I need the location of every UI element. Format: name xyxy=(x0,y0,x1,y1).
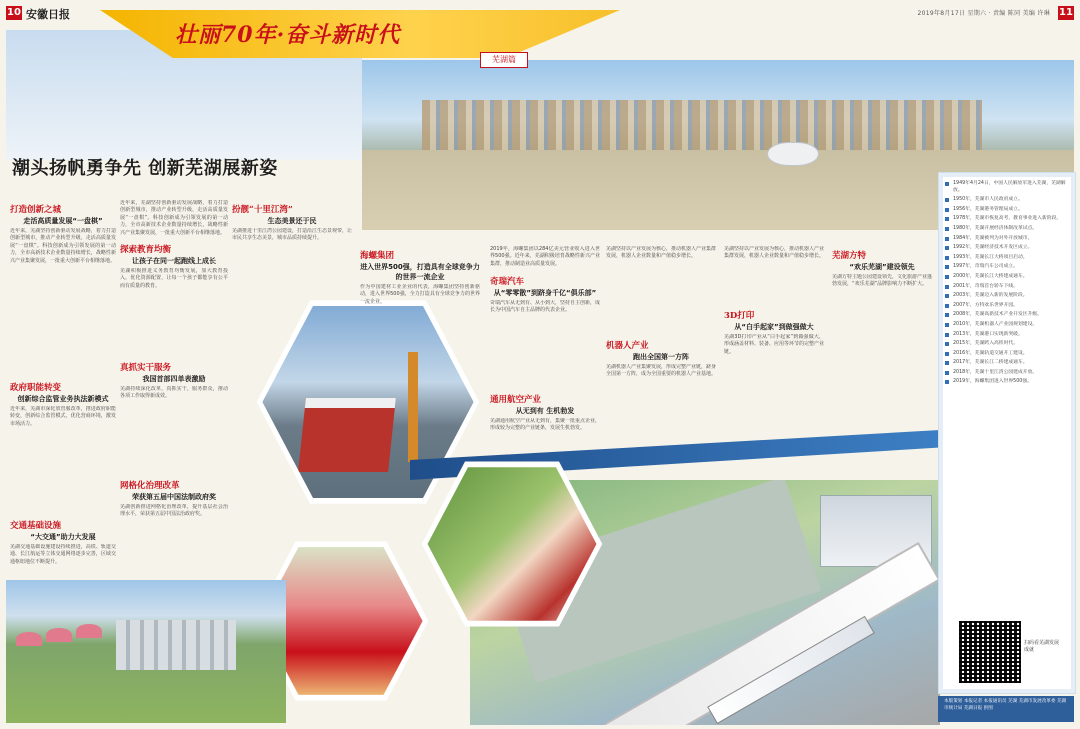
column-4 xyxy=(360,246,480,344)
article-text: 芜湖3D打印产业从“白手起家”到做强做大，形成涵盖材料、装备、应用等环节的完整产业链。 xyxy=(724,334,824,355)
stadium xyxy=(767,142,819,166)
timeline-item: 2016年，芜湖轨道交通开工建设。 xyxy=(953,351,1069,358)
main-headline: 潮头扬帆勇争先 创新芜湖展新姿 xyxy=(12,158,278,179)
timeline-item: 2000年，芜湖长江大桥建成通车。 xyxy=(953,274,1069,281)
ship-hull xyxy=(298,398,396,472)
section-heading: 真抓实干服务 xyxy=(120,363,172,373)
timeline-item: 2003年，芜湖迈入新的发展阶段。 xyxy=(953,293,1069,300)
article-text: 芜湖创新推进网格化治理改革，提升基层社会治理水平，荣获第五届中国法治政府奖。 xyxy=(120,504,228,518)
timeline-item: 1984年，芜湖被列为对外开放城市。 xyxy=(953,236,1069,243)
timeline-list xyxy=(939,181,1075,386)
section-subheading: “欢乐芜湖”建设领先 xyxy=(849,263,915,271)
article-text: 芜湖方特主题公园建设领先，文化旅游产业蓬勃发展，“欢乐芜湖”品牌影响力不断扩大。 xyxy=(832,274,932,288)
dome xyxy=(46,628,72,642)
section-tag: 芜湖篇 xyxy=(480,52,528,68)
column-4b xyxy=(490,246,600,458)
column-5 xyxy=(606,246,716,434)
section-heading: 海螺集团 xyxy=(360,251,395,261)
section-heading: 芜湖方特 xyxy=(832,251,867,261)
section-heading: 机器人产业 xyxy=(606,341,649,351)
section-subheading: 我国首部四单表激励 xyxy=(142,375,206,383)
timeline-panel xyxy=(938,172,1076,694)
timeline-item: 1980年，芜湖开展经济体制改革试点。 xyxy=(953,226,1069,233)
qr-code[interactable] xyxy=(956,618,1024,686)
cement-plant xyxy=(116,620,236,670)
page-number-right: 11 xyxy=(1059,7,1073,18)
dome xyxy=(16,632,42,646)
timeline-item: 1950年，芜湖市人民政府成立。 xyxy=(953,197,1069,204)
article-text: 芜湖持续深化改革，真抓实干，服务群众，推动各项工作取得新成效。 xyxy=(120,386,228,400)
timeline-item: 2007年，方特欢乐世界开园。 xyxy=(953,303,1069,310)
timeline-item: 1993年，芜湖长江大桥项目启动。 xyxy=(953,255,1069,262)
section-subheading: 进入世界500强，打造具有全球竞争力的世界一流企业 xyxy=(360,263,480,281)
section-subheading: 走活高质量发展“一盘棋” xyxy=(23,217,103,225)
section-heading: 网格化治理改革 xyxy=(120,481,180,491)
section-heading: 3D打印 xyxy=(724,311,755,321)
paper-name: 安徽日报 xyxy=(26,8,70,21)
article-text: 芜湖机器人产业集聚发展，形成完整产业链，跻身全国第一方阵，成为全国重要的机器人产业基地。 xyxy=(606,364,716,378)
section-subheading: 荣获第五届中国法制政府奖 xyxy=(132,493,216,501)
factory-photo xyxy=(6,580,286,723)
article-text: 作为中国建材工业企业的代表，海螺集团坚持创新驱动，进入世界500强，全力打造具有全球竞争力的世界一流企业。 xyxy=(360,284,480,305)
article-text: 芜湖积极推进义务教育均衡发展，加大教育投入，优化资源配置，让每一个孩子都能享有公平而有质量的教育。 xyxy=(120,268,228,289)
section-subheading: 生态美景还于民 xyxy=(267,217,317,225)
section-heading: 探索教育均衡 xyxy=(120,245,172,255)
section-heading: 通用航空产业 xyxy=(490,395,542,405)
column-3 xyxy=(232,200,352,288)
section-heading: 打造创新之城 xyxy=(10,205,62,215)
page-number-left: 10 xyxy=(7,7,21,18)
article-text: 近年来，芜湖坚持创新驱动发展战略，着力打造创新型城市，推动产业转型升级，走活高质量发展“一盘棋”。科技创新成为引领发展的第一动力，全市高新技术企业数量持续增长，战略性新兴产业集聚发展，一批重大创新平台相继落地。 xyxy=(120,200,228,236)
section-heading: 奇瑞汽车 xyxy=(490,277,525,287)
article-text: 芜湖推进十里江湾公园建设，打造沿江生态景观带，让市民共享生态美景，城市品质持续提升。 xyxy=(232,228,352,242)
article-text: 芜湖交通基础设施建设持续推进，高铁、轨道交通、长江航运等立体交通网络逐步完善，区域交通枢纽地位不断提升。 xyxy=(10,544,116,565)
qr-caption: 扫码看芜湖发展成就 xyxy=(1024,640,1060,653)
column-2 xyxy=(120,200,228,564)
column-7 xyxy=(832,246,932,424)
section-subheading: 从无到有 生机勃发 xyxy=(515,407,575,415)
section-subheading: 创新综合监管业务执法新模式 xyxy=(17,395,109,403)
timeline-item: 1992年，芜湖经济技术开发区成立。 xyxy=(953,245,1069,252)
timeline-item: 2013年，芜湖港口实现新突破。 xyxy=(953,332,1069,339)
timeline-item: 2001年，奇瑞首台轿车下线。 xyxy=(953,284,1069,291)
column-1 xyxy=(10,200,116,604)
section-subheading: “大交通”助力大发展 xyxy=(30,533,96,541)
article-text: 奇瑞汽车从无到有、从小到大，坚持自主创新，成长为中国汽车自主品牌的代表企业。 xyxy=(490,300,600,314)
dome xyxy=(76,624,102,638)
crane xyxy=(408,352,418,462)
timeline-item: 1978年，芜湖市恢复高考，教育事业进入新阶段。 xyxy=(953,216,1069,223)
timeline-item: 2019年，海螺集团进入世界500强。 xyxy=(953,379,1069,386)
section-heading: 扮靓“十里江湾” xyxy=(232,205,293,215)
article-text: 芜湖坚持以产业发展为核心，推动机器人产业集群发展，机器人企业数量和产值稳步增长。 xyxy=(606,246,716,260)
column-6 xyxy=(724,246,824,434)
article-text: 芜湖通用航空产业从无到有，集聚一批重点企业，形成较为完整的产业链条，发展生机勃发。 xyxy=(490,418,600,432)
timeline-item: 2015年，芜湖跨入高铁时代。 xyxy=(953,341,1069,348)
section-heading: 交通基础设施 xyxy=(10,521,62,531)
article-text: 芜湖坚持以产业发展为核心，推动机器人产业集群发展，机器人企业数量和产值稳步增长。 xyxy=(724,246,824,260)
section-subheading: 从“零零散”到跻身千亿“俱乐部” xyxy=(493,289,597,297)
article-text: 2019年，海螺集团以284亿美元营业收入进入世界500强。近年来，芜湖积极培育战略性新兴产业集群，推动制造业高质量发展。 xyxy=(490,246,600,267)
timeline-item: 2010年，芜湖机器人产业园规划建设。 xyxy=(953,322,1069,329)
credits-footer: 本版策划 本报记者 本报通讯员 芜湖 芜湖市发展改革委 芜湖市统计局 芜湖日报 供图 xyxy=(938,696,1074,722)
banner-title: 壮丽70年·奋斗新时代 xyxy=(175,22,401,48)
timeline-item: 2017年，芜湖长江二桥建成通车。 xyxy=(953,360,1069,367)
section-heading: 政府职能转变 xyxy=(10,383,62,393)
article-text: 近年来，芜湖市深化放管服改革，推进政府职能转变，创新综合监管模式，优化营商环境，激发市场活力。 xyxy=(10,406,116,427)
timeline-item: 2008年，芜湖高新技术产业开发区升级。 xyxy=(953,312,1069,319)
dateline: 2019年8月17日 星期六 · 责编 陈同 美编 许琳 xyxy=(917,10,1050,17)
timeline-item: 1956年，芜湖港务管理局成立。 xyxy=(953,207,1069,214)
timeline-item: 1997年，奇瑞汽车公司成立。 xyxy=(953,264,1069,271)
section-subheading: 跑出全国第一方阵 xyxy=(633,353,689,361)
section-subheading: 让孩子在同一起跑线上成长 xyxy=(132,257,216,265)
timeline-item: 1949年4月24日，中国人民解放军进入芜湖，芜湖解放。 xyxy=(953,181,1069,194)
timeline-item: 2018年，芜湖十里江湾公园建成开放。 xyxy=(953,370,1069,377)
section-subheading: 从“白手起家”到做强做大 xyxy=(734,323,814,331)
article-text: 近年来，芜湖坚持创新驱动发展战略，着力打造创新型城市，推动产业转型升级，走活高质量发展“一盘棋”。科技创新成为引领发展的第一动力，全市高新技术企业数量持续增长，战略性新兴产业集聚发展，一批重大创新平台相继落地。 xyxy=(10,228,116,264)
